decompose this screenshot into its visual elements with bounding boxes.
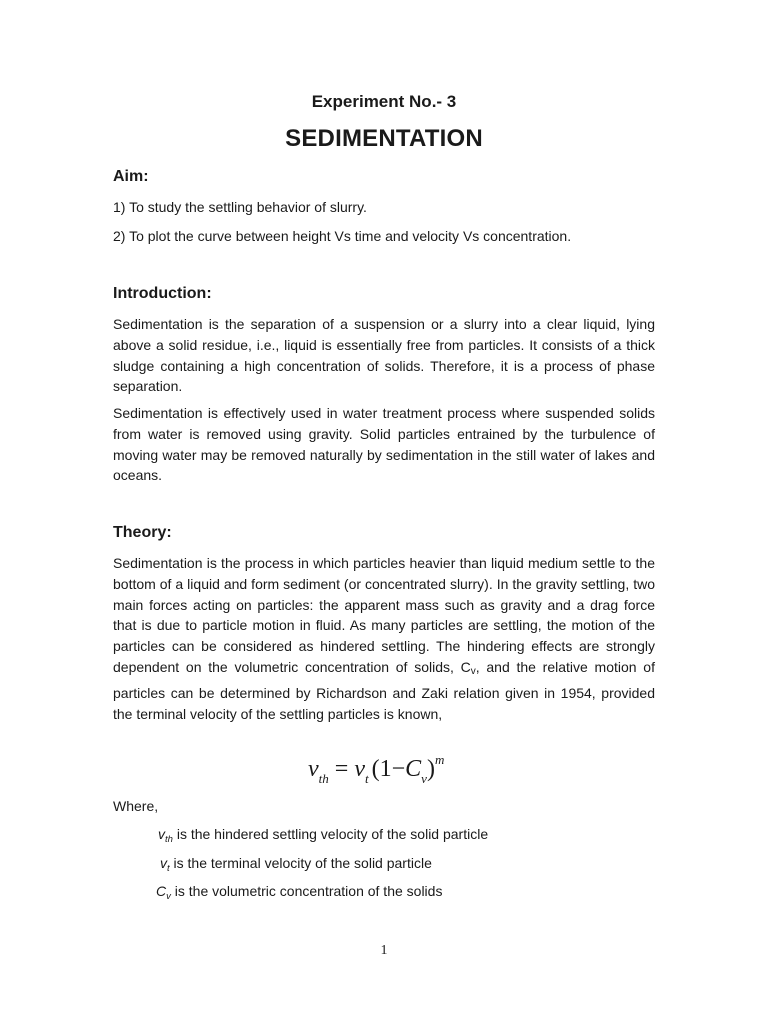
def-cv-sub: v <box>166 891 171 902</box>
definition-vth <box>158 826 488 845</box>
eq-lhs-var: v <box>308 756 319 782</box>
eq-c-var: C <box>405 756 422 782</box>
definition-cv <box>156 883 442 902</box>
theory-paragraph <box>113 553 655 724</box>
def-vth-text: is the hindered settling velocity of the solid particle <box>172 826 489 842</box>
theory-text-part1: Sedimentation is the process in which particles heavier than liquid medium settle to the bottom of a liquid and form sediment (or concentrated slurry). In the gravity settling, two main forces acting on particles: the apparent mass such as gravity and a drag force that is due to particle motion in fluid. As many particles are settling, the motion of the particles can be considered as hindered settling. The hindering effects are strongly dependent on the volumetric concentration of solids, C <box>113 555 655 675</box>
eq-equals: = <box>334 756 349 782</box>
def-cv-text: is the volumetric concentration of the solids <box>170 883 443 899</box>
eq-minus: − <box>391 756 406 782</box>
introduction-heading: Introduction: <box>113 285 212 302</box>
eq-paren-open: (1 <box>371 756 392 782</box>
eq-lhs-sub: th <box>318 771 329 786</box>
theory-text-part2: , and the relative motion of particles can be determined by Richardson and Zaki relation given in 1954, provided the terminal velocity of the settling particles is known, <box>113 658 655 722</box>
definition-vt <box>160 855 432 874</box>
aim-heading: Aim: <box>113 168 149 185</box>
theory-heading: Theory: <box>113 524 172 541</box>
page-number: 1 <box>380 943 388 958</box>
where-label: Where, <box>113 798 159 814</box>
page-title: SEDIMENTATION <box>285 125 483 152</box>
def-vt-text: is the terminal velocity of the solid particle <box>169 855 432 871</box>
def-vth-sub: th <box>165 834 173 845</box>
eq-rhs-sub: t <box>364 771 369 786</box>
experiment-number: Experiment No.- 3 <box>311 92 457 111</box>
eq-paren-close: ) <box>426 756 435 782</box>
richardson-zaki-equation <box>308 752 444 787</box>
theory-cv-subscript: v <box>470 665 476 677</box>
introduction-paragraph-1: Sedimentation is the separation of a suspension or a slurry into a clear liquid, lying above a solid residue, i.e., liquid is essentially free from particles. It consists of a thick sludge containing a high concentration of solids. Therefore, it is a process of phase separation. <box>113 316 655 395</box>
def-vth-symbol: v <box>158 826 165 842</box>
introduction-paragraph-2: Sedimentation is effectively used in water treatment process where suspended solids from water is removed using gravity. Solid particles entrained by the turbulence of moving water may be removed naturally by sedimentation in the still water of lakes and oceans. <box>113 405 655 484</box>
def-cv-symbol: C <box>156 883 167 899</box>
aim-item-1: 1) To study the settling behavior of slurry. <box>113 199 367 215</box>
def-vt-sub: t <box>167 863 170 874</box>
aim-item-2: 2) To plot the curve between height Vs time and velocity Vs concentration. <box>113 228 572 244</box>
eq-exponent: m <box>434 752 445 767</box>
eq-rhs-var: v <box>354 756 365 782</box>
def-vt-symbol: v <box>160 855 167 871</box>
eq-c-sub: v <box>421 771 427 786</box>
